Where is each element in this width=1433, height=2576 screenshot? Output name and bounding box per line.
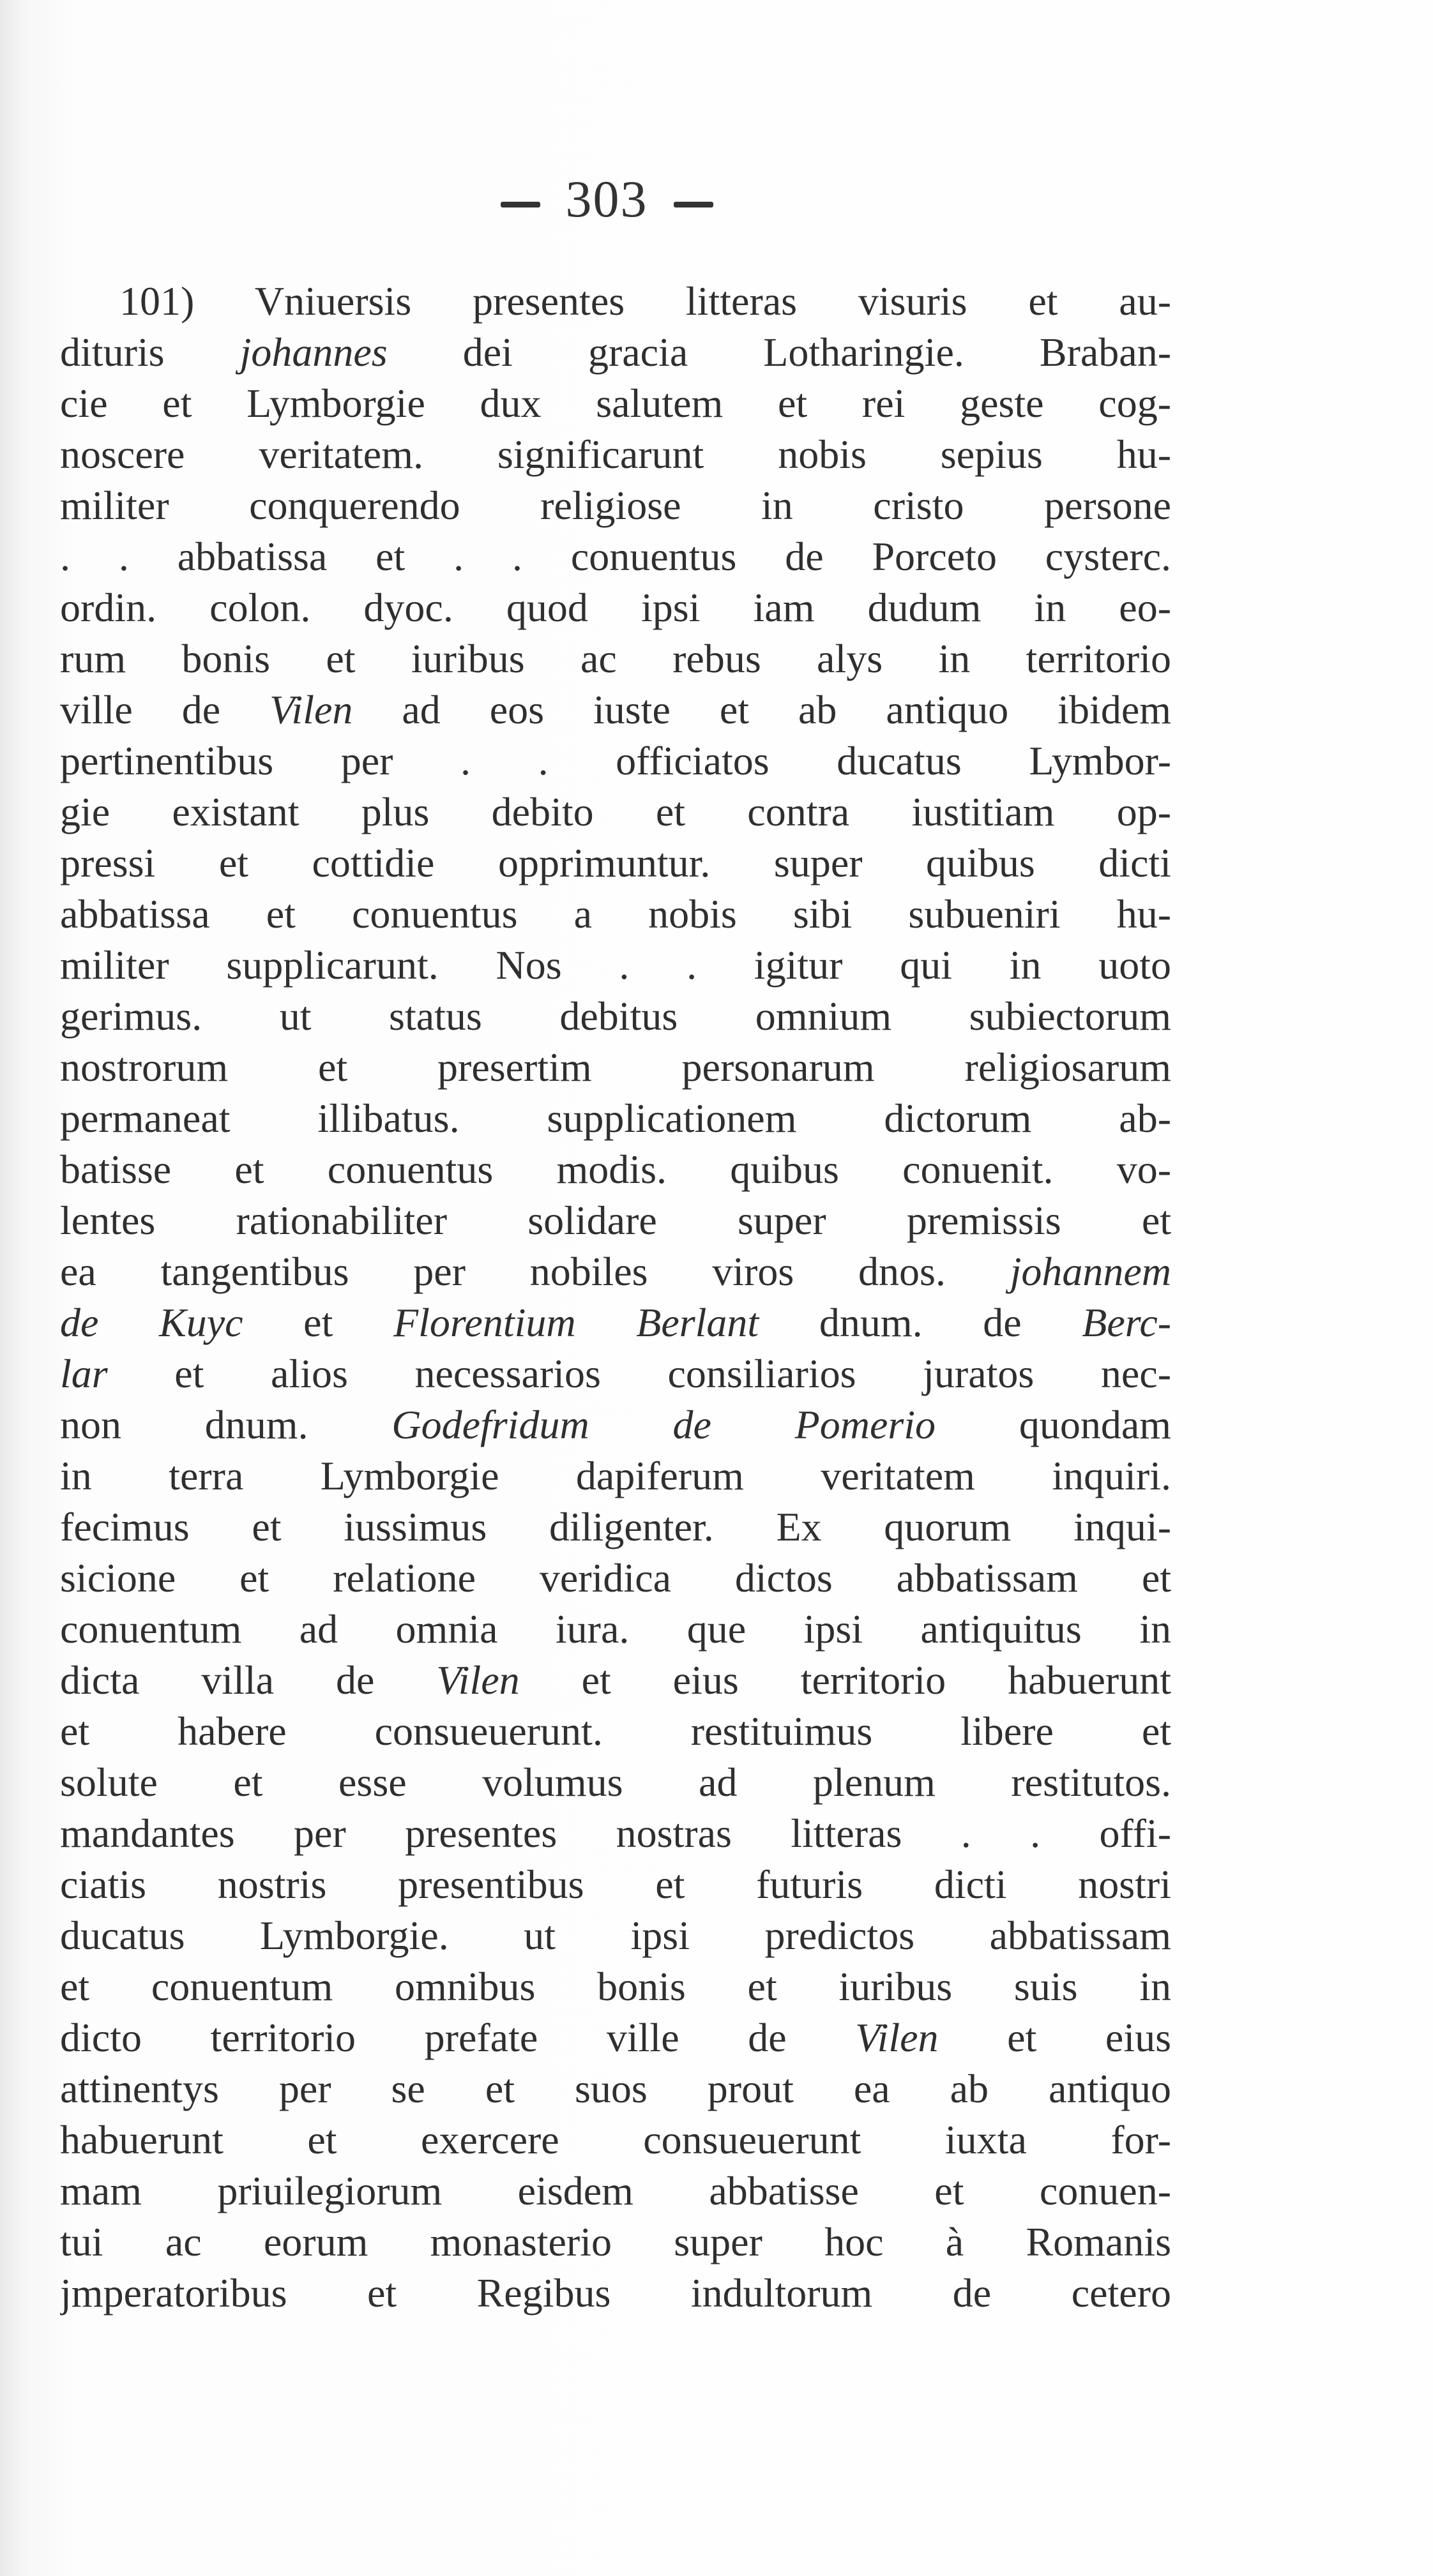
text-line xyxy=(60,1553,1171,1604)
text-line xyxy=(60,991,1171,1042)
text-segment: mam priuilegiorum eisdem abbatisse et conuen- xyxy=(60,2168,1171,2213)
text-segment: ciatis nostris presentibus et futuris dicti nostri xyxy=(60,1862,1171,1907)
italic-name-text: Berc- xyxy=(1082,1300,1171,1345)
text-line xyxy=(60,2114,1171,2165)
text-line xyxy=(60,1042,1171,1093)
text-segment: militer supplicarunt. Nos . . igitur qui in uoto xyxy=(60,942,1171,988)
text-line xyxy=(60,2063,1171,2114)
text-line xyxy=(60,633,1171,684)
text-segment: dei gracia Lotharingie. Braban- xyxy=(387,329,1171,375)
text-segment: attinentys per se et suos prout ea ab antiquo xyxy=(60,2066,1171,2111)
text-line xyxy=(60,1399,1171,1450)
italic-name-text: Godefridum de Pomerio xyxy=(391,1402,936,1447)
italic-name-text: Florentium Berlant xyxy=(393,1300,759,1345)
text-segment: ducatus Lymborgie. ut ipsi predictos abbatissam xyxy=(60,1913,1171,1958)
dash-right xyxy=(674,202,713,207)
text-segment: ea tangentibus per nobiles viros dnos. xyxy=(60,1249,1010,1294)
text-segment: rum bonis et iuribus ac rebus alys in territorio xyxy=(60,636,1171,681)
text-segment: et xyxy=(243,1300,393,1345)
text-segment: jmperatoribus et Regibus indultorum de cetero xyxy=(60,2270,1171,2316)
italic-name-text: de Kuyc xyxy=(60,1300,243,1345)
text-segment: in terra Lymborgie dapiferum veritatem inquiri. xyxy=(60,1453,1171,1498)
italic-name-text: lar xyxy=(60,1351,108,1396)
text-line xyxy=(60,2165,1171,2217)
text-line xyxy=(60,1910,1171,1961)
text-line xyxy=(60,889,1171,940)
text-line xyxy=(60,1195,1171,1246)
text-line xyxy=(60,735,1171,787)
text-line xyxy=(60,684,1171,735)
text-segment: nostrorum et presertim personarum religiosarum xyxy=(60,1044,1171,1090)
text-segment: quondam xyxy=(936,1402,1171,1447)
text-line xyxy=(60,940,1171,991)
text-segment: batisse et conuentus modis. quibus conuenit. vo- xyxy=(60,1147,1171,1192)
text-segment: habuerunt et exercere consueuerunt iuxta for- xyxy=(60,2117,1171,2162)
text-segment: et eius territorio habuerunt xyxy=(519,1657,1171,1703)
text-line xyxy=(60,838,1171,889)
text-line xyxy=(60,2217,1171,2268)
text-line xyxy=(60,1655,1171,1706)
text-line xyxy=(60,1604,1171,1655)
text-line xyxy=(60,1757,1171,1808)
text-segment: permaneat illibatus. supplicationem dictorum ab- xyxy=(60,1096,1171,1141)
text-segment: et eius xyxy=(938,2015,1171,2060)
text-segment: dicto territorio prefate ville de xyxy=(60,2015,856,2060)
text-segment: solute et esse volumus ad plenum restitutos. xyxy=(60,1759,1171,1805)
text-segment: dituris xyxy=(60,329,240,375)
text-line xyxy=(60,1144,1171,1195)
text-line xyxy=(60,1706,1171,1757)
text-segment: et conuentum omnibus bonis et iuribus suis in xyxy=(60,1964,1171,2009)
text-line xyxy=(60,582,1171,633)
text-line xyxy=(60,429,1171,480)
italic-name-text: johannes xyxy=(239,329,388,375)
text-segment: lentes rationabiliter solidare super premissis et xyxy=(60,1198,1171,1243)
text-line xyxy=(60,1450,1171,1502)
text-line xyxy=(60,1808,1171,1859)
text-line xyxy=(60,1502,1171,1553)
page-number: 303 xyxy=(565,170,648,228)
text-segment: conuentum ad omnia iura. que ipsi antiquitus in xyxy=(60,1606,1171,1652)
text-segment: gie existant plus debito et contra iustitiam op- xyxy=(60,789,1171,834)
text-segment: ordin. colon. dyoc. quod ipsi iam dudum in eo- xyxy=(60,585,1171,630)
italic-name-text: Vilen xyxy=(855,2015,939,2060)
text-segment: ville de xyxy=(60,687,270,732)
text-segment: mandantes per presentes nostras litteras . . offi- xyxy=(60,1811,1171,1856)
text-line xyxy=(60,2268,1171,2319)
text-segment: 101) Vniuersis presentes litteras visuris et au- xyxy=(119,278,1171,324)
text-segment: cie et Lymborgie dux salutem et rei geste cog- xyxy=(60,380,1171,426)
text-line xyxy=(60,480,1171,531)
text-segment: non dnum. xyxy=(60,1402,392,1447)
text-segment: ad eos iuste et ab antiquo ibidem xyxy=(353,687,1171,732)
page-number-header xyxy=(0,167,1213,231)
text-line xyxy=(60,787,1171,838)
text-line xyxy=(60,1348,1171,1399)
text-segment: et habere consueuerunt. restituimus libere et xyxy=(60,1708,1171,1754)
italic-name-text: johannem xyxy=(1010,1249,1171,1294)
text-line xyxy=(60,1859,1171,1910)
text-line xyxy=(60,2012,1171,2063)
text-line xyxy=(60,1961,1171,2012)
text-segment: abbatissa et conuentus a nobis sibi subueniri hu- xyxy=(60,891,1171,937)
dash-left xyxy=(501,202,540,207)
document-body-text xyxy=(60,276,1171,2319)
text-segment: gerimus. ut status debitus omnium subiectorum xyxy=(60,993,1171,1039)
italic-name-text: Vilen xyxy=(269,687,353,732)
text-segment: noscere veritatem. significarunt nobis sepius hu- xyxy=(60,432,1171,477)
text-line xyxy=(60,276,1171,327)
text-segment: dnum. de xyxy=(759,1300,1082,1345)
text-segment: tui ac eorum monasterio super hoc à Romanis xyxy=(60,2219,1171,2264)
text-segment: fecimus et iussimus diligenter. Ex quorum inqui- xyxy=(60,1504,1171,1549)
text-line xyxy=(60,1246,1171,1297)
text-segment: sicione et relatione veridica dictos abbatissam et xyxy=(60,1555,1171,1601)
italic-name-text: Vilen xyxy=(436,1657,520,1703)
text-line xyxy=(60,378,1171,429)
text-line xyxy=(60,327,1171,378)
text-line xyxy=(60,1297,1171,1348)
text-line xyxy=(60,531,1171,582)
text-segment: militer conquerendo religiose in cristo persone xyxy=(60,483,1171,528)
text-segment: dicta villa de xyxy=(60,1657,437,1703)
text-segment: . . abbatissa et . . conuentus de Porceto cysterc. xyxy=(60,534,1171,579)
text-segment: pressi et cottidie opprimuntur. super quibus dicti xyxy=(60,840,1171,885)
text-segment: pertinentibus per . . officiatos ducatus Lymbor- xyxy=(60,738,1171,783)
text-segment: et alios necessarios consiliarios juratos nec- xyxy=(107,1351,1171,1396)
text-line xyxy=(60,1093,1171,1144)
